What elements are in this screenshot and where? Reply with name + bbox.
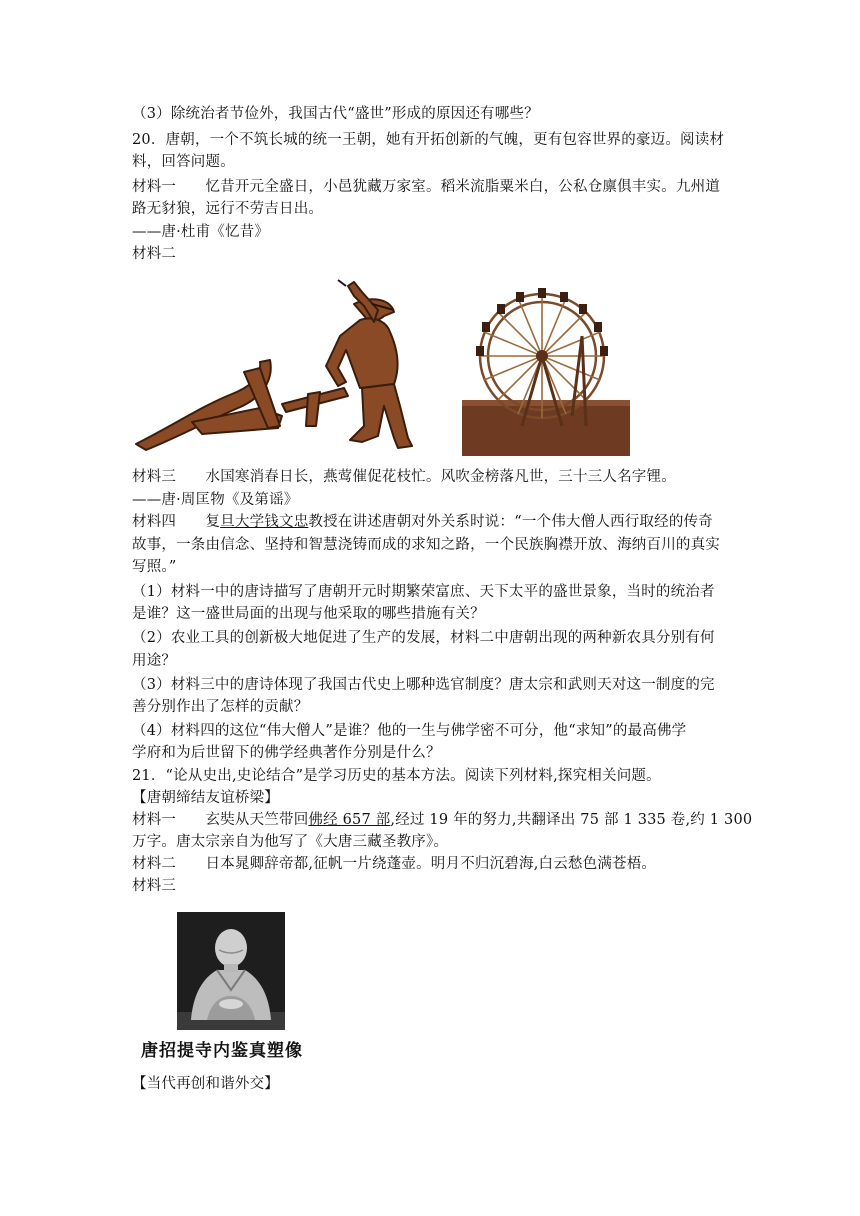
jianzhen-statue-photo — [177, 912, 285, 1030]
question-20-3-cont: 善分别作出了怎样的贡献？ — [132, 699, 309, 715]
q21-material-1-underlined: 佛经 657 部 — [308, 812, 391, 828]
material-4-underlined: 旦大学钱文忠 — [220, 514, 309, 530]
quyuan-plough-figure — [132, 276, 422, 454]
question-20-1: （1）材料一中的唐诗描写了唐朝开元时期繁荣富庶、天下太平的盛世景象，当时的统治者 — [132, 584, 715, 600]
material-3: 材料三 水国寒消春日长，燕莺催促花枝忙。风吹金榜落凡世，三十三人名字锂。 — [132, 469, 676, 485]
material-1: 材料一 忆昔开元全盛日，小邑犹藏万家室。稻米流脂粟米白，公私仓廪俱丰实。九州道 — [132, 179, 720, 195]
material-1-source: ——唐·杜甫《忆昔》 — [132, 224, 270, 240]
statue-caption: 唐招提寺内鉴真塑像 — [141, 1041, 303, 1061]
question-20-intro-cont: 料，回答问题。 — [132, 154, 235, 170]
question-20-3: （3）材料三中的唐诗体现了我国古代史上哪种选官制度？唐太宗和武则天对这一制度的完 — [132, 677, 715, 693]
water-wheel-figure — [462, 276, 630, 456]
q21-material-1-prefix: 材料一 玄奘从天竺带回 — [132, 812, 309, 828]
q21-material-2: 材料二 日本晁卿辞帝都,征帆一片绕蓬壶。明月不归沉碧海,白云愁色满苍梧。 — [132, 856, 657, 872]
question-20-2: （2）农业工具的创新极大地促进了生产的发展，材料二中唐朝出现的两种新农具分别有何 — [132, 630, 715, 646]
material-4 — [132, 512, 713, 532]
material-1-cont: 路无豺狼，远行不劳吉日出。 — [132, 201, 324, 217]
q21-material-3-label: 材料三 — [132, 878, 177, 894]
question-19-3: （3）除统治者节俭外，我国古代“盛世”形成的原因还有哪些？ — [132, 106, 539, 122]
material-3-source: ——唐·周匡物《及第谣》 — [132, 492, 299, 508]
question-20-1-cont: 是谁？这一盛世局面的出现与他采取的哪些措施有关？ — [132, 606, 485, 622]
question-21: 21．“论从史出,史论结合”是学习历史的基本方法。阅读下列材料,探究相关问题。 — [132, 768, 661, 784]
question-20-4-cont: 学府和为后世留下的佛学经典著作分别是什么？ — [132, 745, 441, 761]
q21-material-1 — [132, 810, 752, 830]
section-tang-friendship: 【唐朝缔结友谊桥梁】 — [132, 790, 279, 806]
question-20-2-cont: 用途？ — [132, 653, 177, 669]
question-20-intro: 20．唐朝，一个不筑长城的统一王朝，她有开拓创新的气魄，更有包容世界的豪迈。阅读材 — [132, 132, 725, 148]
material-4-end: 写照。” — [132, 559, 177, 575]
section-modern-diplomacy: 【当代再创和谐外交】 — [132, 1076, 279, 1092]
material-4-prefix: 材料四 复 — [132, 514, 221, 530]
material-4-rest: 教授在讲述唐朝对外关系时说：“一个伟大僧人西行取经的传奇 — [308, 514, 713, 530]
q21-material-1-cont: 万字。唐太宗亲自为他写了《大唐三藏圣教序》。 — [132, 834, 449, 850]
q21-material-1-rest: ,经过 19 年的努力,共翻译出 75 部 1 335 卷,约 1 300 — [390, 812, 753, 828]
material-2-label: 材料二 — [132, 246, 177, 262]
material-4-cont: 故事，一条由信念、坚持和智慧浇铸而成的求知之路，一个民族胸襟开放、海纳百川的真实 — [132, 537, 720, 553]
question-20-4: （4）材料四的这位“伟大僧人”是谁？他的一生与佛学密不可分，他“求知”的最高佛学 — [132, 723, 687, 739]
